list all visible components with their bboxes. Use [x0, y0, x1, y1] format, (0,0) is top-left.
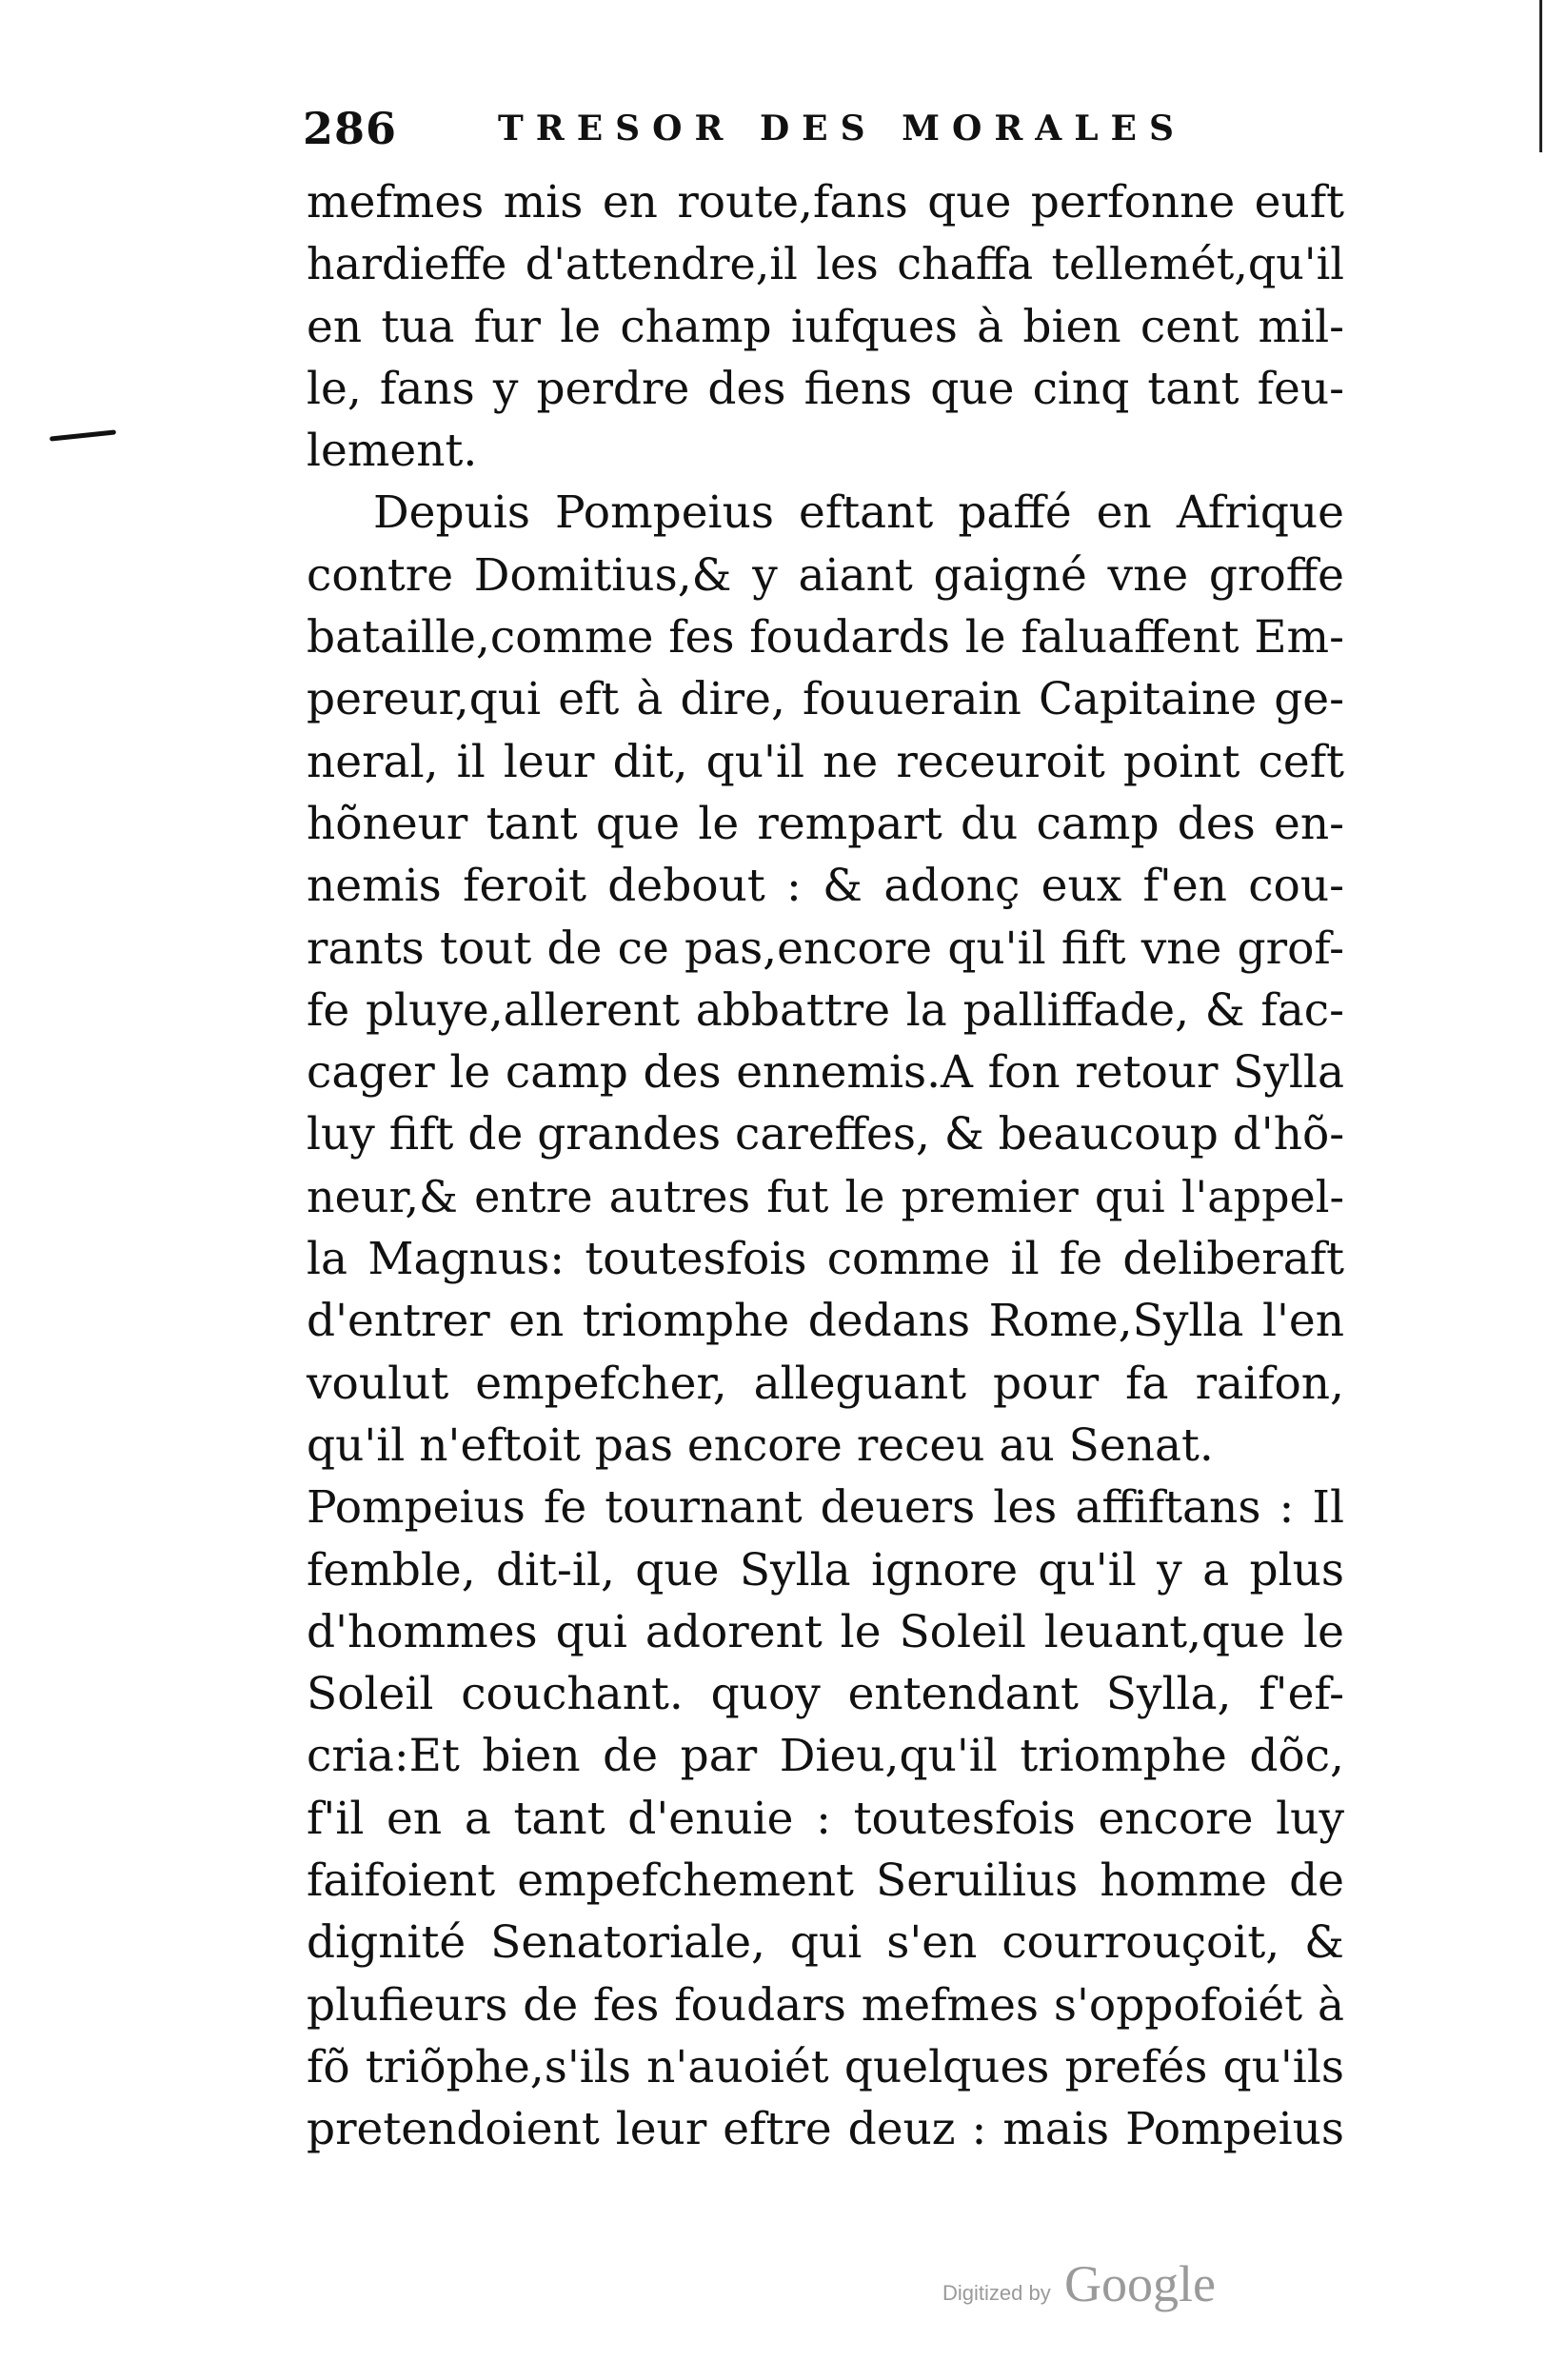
- text-line: qu'il n'eftoit pas encore receu au Senat.: [307, 1418, 1214, 1472]
- text-line: hõneur tant que le rempart du camp des en-: [307, 797, 1344, 850]
- digitized-by-google-watermark: [942, 2254, 1257, 2311]
- text-line: neur,& entre autres fut le premier qui l'appel-: [307, 1170, 1344, 1222]
- text-line: f'il en a tant d'enuie : toutesfois encore luy: [307, 1792, 1344, 1845]
- text-line: bataille,comme fes foudards le faluaffent Em-: [307, 611, 1344, 664]
- text-line: d'entrer en triomphe dedans Rome,Sylla l'en: [307, 1295, 1344, 1348]
- text-line: pereur,qui eft à dire, fouuerain Capitaine ge-: [307, 673, 1344, 726]
- text-line: mefmes mis en route,fans que perfonne euft: [307, 176, 1344, 228]
- scan-edge-mark: [1539, 0, 1542, 152]
- text-line: lement.: [307, 425, 478, 478]
- text-line: luy fift de grandes careffes, & beaucoup d'hõ-: [307, 1108, 1345, 1161]
- google-logo: Google: [1064, 2255, 1216, 2312]
- text-line: contre Domitius,& y aiant gaigné vne groffe: [307, 548, 1344, 602]
- text-line: cager le camp des ennemis.A fon retour Sylla: [307, 1046, 1344, 1100]
- text-line: la Magnus: toutesfois comme il fe deliberaft: [307, 1233, 1344, 1286]
- text-line: fõ triõphe,s'ils n'auoiét quelques prefés qu'ils: [307, 2040, 1344, 2093]
- paragraph-start-line: Depuis Pompeius eftant paffé en Afrique: [373, 486, 1344, 540]
- text-line: en tua fur le champ iufques à bien cent mil-: [307, 300, 1344, 353]
- page-number: 286: [303, 103, 398, 154]
- body-text: [307, 171, 1344, 2161]
- text-line: cria:Et bien de par Dieu,qu'il triomphe dõc,: [307, 1730, 1344, 1783]
- text-line: neral, il leur dit, qu'il ne receuroit point ceft: [307, 735, 1344, 788]
- text-line: Soleil couchant. quoy entendant Sylla, f'ef-: [307, 1668, 1344, 1721]
- text-line: nemis feroit debout : & adonç eux f'en cou-: [307, 860, 1344, 913]
- text-line: d'hommes qui adorent le Soleil leuant,que le: [307, 1605, 1344, 1658]
- text-line: femble, dit-il, que Sylla ignore qu'il y a plus: [307, 1543, 1344, 1597]
- watermark-prefix: Digitized by: [942, 2281, 1051, 2305]
- text-line: le, fans y perdre des fiens que cinq tant feu-: [307, 362, 1344, 415]
- text-line: Pompeius fe tournant deuers les affiftans : Il: [307, 1481, 1344, 1535]
- text-line: faifoient empefchement Seruilius homme de: [307, 1854, 1344, 1908]
- text-line: hardieffe d'attendre,il les chaffa tellemét,qu'il: [307, 238, 1344, 290]
- running-title: TRESOR DES MORALES: [498, 109, 1186, 149]
- text-line: rants tout de ce pas,encore qu'il fift vne grof-: [307, 922, 1344, 975]
- text-line: voulut empefcher, alleguant pour fa raifon,: [307, 1357, 1344, 1410]
- page-header: [303, 103, 1217, 169]
- text-line: dignité Senatoriale, qui s'en courrouçoit, &: [307, 1916, 1344, 1970]
- margin-ink-mark: [50, 429, 116, 441]
- text-line: fe pluye,allerent abbattre la palliffade, & fac-: [307, 983, 1344, 1037]
- text-line: pretendoient leur eftre deuz : mais Pompeius: [307, 2103, 1344, 2156]
- text-line: plufieurs de fes foudars mefmes s'oppofoiét à: [307, 1978, 1344, 2032]
